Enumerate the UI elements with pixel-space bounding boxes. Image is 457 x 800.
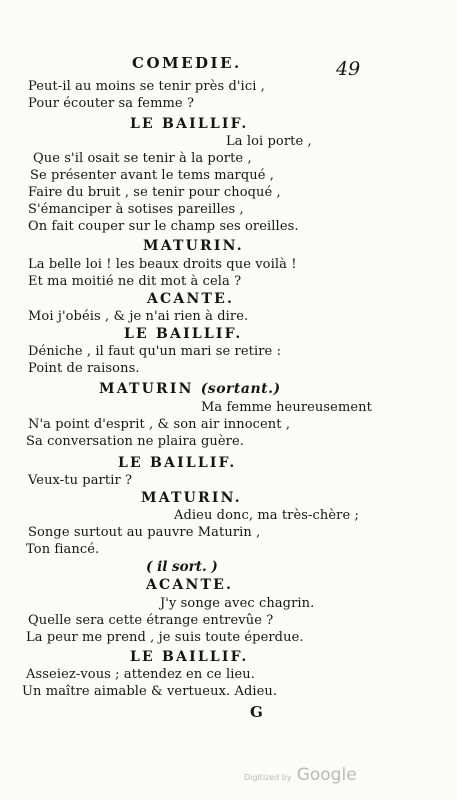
page-number: 49	[336, 58, 361, 80]
speaker-heading: MATURIN.	[143, 238, 244, 254]
verse-line: Ma femme heureusement	[201, 400, 372, 415]
verse-line: Et ma moitié ne dit mot à cela ?	[28, 274, 242, 289]
verse-line: Asseiez-vous ; attendez en ce lieu.	[26, 667, 255, 682]
verse-line: Moi j'obéis , & je n'ai rien à dire.	[28, 309, 249, 324]
verse-line: La peur me prend , je suis toute éperdue.	[26, 630, 304, 645]
speaker-heading: ACANTE.	[146, 577, 234, 593]
running-header: COMEDIE.	[132, 54, 242, 72]
speaker-name: MATURIN	[99, 381, 194, 397]
verse-line: La loi porte ,	[226, 134, 312, 149]
verse-line: Songe surtout au pauvre Maturin ,	[28, 525, 261, 540]
speaker-heading	[99, 382, 281, 396]
stage-direction: (sortant.)	[200, 381, 281, 397]
verse-line: Sa conversation ne plaira guère.	[26, 434, 244, 449]
verse-line: Peut-il au moins se tenir près d'ici ,	[28, 79, 265, 94]
verse-line: On fait couper sur le champ ses oreilles.	[28, 219, 299, 234]
verse-line: Point de raisons.	[28, 361, 140, 376]
speaker-heading: LE BAILLIF.	[118, 455, 237, 471]
verse-line: Adieu donc, ma très-chère ;	[174, 508, 360, 523]
verse-line: N'a point d'esprit , & son air innocent ,	[28, 417, 291, 432]
speaker-heading: LE BAILLIF.	[130, 116, 249, 132]
verse-line: Ton fiancé.	[26, 542, 100, 557]
verse-line: J'y songe avec chagrin.	[160, 596, 315, 611]
speaker-heading: LE BAILLIF.	[130, 649, 249, 665]
verse-line: Déniche , il faut qu'un mari se retire :	[28, 344, 282, 359]
digitized-watermark	[244, 767, 357, 784]
verse-line: Se présenter avant le tems marqué ,	[30, 168, 275, 183]
verse-line: Pour écouter sa femme ?	[28, 96, 195, 111]
verse-line: La belle loi ! les beaux droits que voilà !	[28, 257, 297, 272]
speaker-heading: MATURIN.	[141, 490, 242, 506]
verse-line: Faire du bruit , se tenir pour choqué ,	[28, 185, 281, 200]
verse-line: S'émanciper à sotises pareilles ,	[28, 202, 244, 217]
verse-line: Un maître aimable & vertueux. Adieu.	[22, 684, 278, 699]
watermark-prefix: Digitized by	[244, 773, 292, 782]
signature-mark: G	[250, 703, 263, 721]
verse-line: Que s'il osait se tenir à la porte ,	[33, 151, 252, 166]
speaker-heading: LE BAILLIF.	[124, 326, 243, 342]
verse-line: Veux-tu partir ?	[28, 473, 133, 488]
stage-direction: ( il sort. )	[146, 559, 218, 575]
google-logo: Google	[296, 765, 357, 785]
speaker-heading: ACANTE.	[147, 291, 235, 307]
verse-line: Quelle sera cette étrange entrevûe ?	[28, 613, 274, 628]
